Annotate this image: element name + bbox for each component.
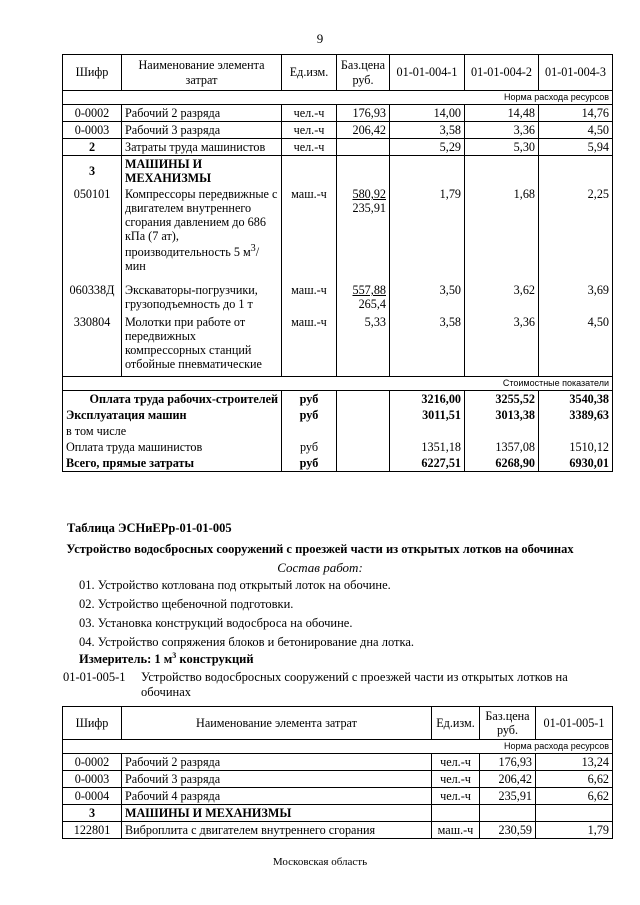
col-header-code: Шифр bbox=[63, 707, 122, 740]
table-row bbox=[63, 314, 613, 376]
total-value-3: 3389,63 bbox=[539, 407, 613, 423]
totals-row bbox=[63, 439, 613, 455]
row-price: 206,42 bbox=[337, 122, 390, 139]
work-step: 04. Устройство сопряжения блоков и бетонирование дна лотка. bbox=[79, 635, 415, 649]
row-unit: маш.-ч bbox=[282, 282, 337, 314]
total-name: Оплата труда машинистов bbox=[63, 439, 282, 455]
section-heading: Устройство водосбросных сооружений с проезжей части из открытых лотков на обочинах bbox=[66, 542, 574, 556]
total-value-2: 1357,08 bbox=[465, 439, 539, 455]
row-unit: маш.-ч bbox=[282, 314, 337, 376]
page-number: 9 bbox=[316, 31, 324, 46]
total-value-3: 3540,38 bbox=[539, 390, 613, 407]
row-unit: маш.-ч bbox=[432, 822, 480, 839]
table-row bbox=[63, 822, 613, 839]
row-price: 176,93 bbox=[337, 105, 390, 122]
row-price: 5,33 bbox=[337, 314, 390, 376]
row-name: Рабочий 3 разряда bbox=[122, 771, 432, 788]
row-value-1: 6,62 bbox=[536, 788, 613, 805]
price-secondary: 235,91 bbox=[352, 201, 386, 216]
norm-label: Норма расхода ресурсов bbox=[63, 91, 613, 105]
row-unit: маш.-ч bbox=[282, 186, 337, 282]
table-row bbox=[63, 788, 613, 805]
row-value-3: 4,50 bbox=[539, 122, 613, 139]
row-value-2: 3,62 bbox=[465, 282, 539, 314]
row-code: 330804 bbox=[63, 314, 122, 376]
col-header-price: Баз.цена руб. bbox=[480, 707, 536, 740]
total-value-1: 1351,18 bbox=[390, 439, 465, 455]
total-unit: руб bbox=[282, 455, 337, 472]
item-description: Устройство водосбросных сооружений с проезжей части из открытых лотков на обочинах bbox=[141, 670, 568, 699]
row-value-3: 14,76 bbox=[539, 105, 613, 122]
table-row bbox=[63, 105, 613, 122]
row-code: 0-0004 bbox=[63, 788, 122, 805]
row-price: 206,42 bbox=[480, 771, 536, 788]
row-code: 050101 bbox=[63, 186, 122, 282]
totals-row bbox=[63, 407, 613, 423]
col-header-code-1: 01-01-005-1 bbox=[536, 707, 613, 740]
total-name: в том числе bbox=[63, 423, 282, 439]
row-value-3: 2,25 bbox=[539, 186, 613, 282]
col-header-unit: Ед.изм. bbox=[282, 55, 337, 91]
row-name: Рабочий 2 разряда bbox=[122, 105, 282, 122]
section-title: МАШИНЫ И МЕХАНИЗМЫ bbox=[122, 156, 282, 187]
work-composition-title: Состав работ: bbox=[277, 560, 363, 575]
table-row bbox=[63, 282, 613, 314]
work-step: 03. Установка конструкций водосброса на обочине. bbox=[79, 616, 353, 630]
total-name: Эксплуатация машин bbox=[63, 407, 282, 423]
resource-table-1 bbox=[62, 54, 613, 472]
price-base: 580,92 bbox=[352, 187, 386, 202]
row-unit: чел.-ч bbox=[282, 105, 337, 122]
col-header-code-2: 01-01-004-2 bbox=[465, 55, 539, 91]
row-unit: чел.-ч bbox=[432, 771, 480, 788]
row-price: 176,93 bbox=[480, 754, 536, 771]
total-name: Всего, прямые затраты bbox=[63, 455, 282, 472]
row-name: Виброплита с двигателем внутреннего сгорания bbox=[122, 822, 432, 839]
row-code: 3 bbox=[63, 805, 122, 822]
price-secondary: 265,4 bbox=[358, 297, 386, 312]
total-value-1: 3216,00 bbox=[390, 390, 465, 407]
row-value-2: 3,36 bbox=[465, 314, 539, 376]
total-value-1: 6227,51 bbox=[390, 455, 465, 472]
row-name: Молотки при работе от передвижных компрессорных станций отбойные пневматические bbox=[122, 314, 282, 376]
resource-table-2 bbox=[62, 706, 613, 839]
cost-label: Стоимостные показатели bbox=[63, 376, 613, 390]
table-row bbox=[63, 754, 613, 771]
table-row bbox=[63, 139, 613, 156]
col-header-code: Шифр bbox=[63, 55, 122, 91]
row-value-2: 3,36 bbox=[465, 122, 539, 139]
page-footer: Московская область bbox=[272, 856, 368, 868]
row-value-1: 1,79 bbox=[390, 186, 465, 282]
total-value-3: 1510,12 bbox=[539, 439, 613, 455]
row-code: 0-0003 bbox=[63, 122, 122, 139]
totals-row bbox=[63, 390, 613, 407]
col-header-unit: Ед.изм. bbox=[432, 707, 480, 740]
row-value-1: 14,00 bbox=[390, 105, 465, 122]
col-header-name: Наименование элемента затрат bbox=[122, 55, 282, 91]
row-value-3: 3,69 bbox=[539, 282, 613, 314]
row-unit: чел.-ч bbox=[282, 139, 337, 156]
row-value-1: 1,79 bbox=[536, 822, 613, 839]
total-unit: руб bbox=[282, 439, 337, 455]
col-header-code-1: 01-01-004-1 bbox=[390, 55, 465, 91]
row-value-1: 3,58 bbox=[390, 122, 465, 139]
row-price bbox=[337, 139, 390, 156]
total-value-2: 3255,52 bbox=[465, 390, 539, 407]
row-name: Затраты труда машинистов bbox=[122, 139, 282, 156]
table-row bbox=[63, 186, 613, 282]
row-code: 060338Д bbox=[63, 282, 122, 314]
row-value-1: 13,24 bbox=[536, 754, 613, 771]
total-unit: руб bbox=[282, 407, 337, 423]
section-row bbox=[63, 156, 613, 187]
row-value-2: 14,48 bbox=[465, 105, 539, 122]
row-code: 0-0003 bbox=[63, 771, 122, 788]
work-step: 01. Устройство котлована под открытый лоток на обочине. bbox=[79, 578, 391, 592]
row-unit: чел.-ч bbox=[282, 122, 337, 139]
row-code: 2 bbox=[63, 139, 122, 156]
row-value-1: 6,62 bbox=[536, 771, 613, 788]
table-header-row bbox=[63, 707, 613, 740]
row-name: Компрессоры передвижные с двигателем внутреннего сгорания давлением до 686 кПа (7 ат), производительность 5 $м^3$/мин bbox=[122, 186, 282, 282]
row-price: 235,91 bbox=[480, 788, 536, 805]
price-base: 557,88 bbox=[352, 283, 386, 298]
table-row bbox=[63, 122, 613, 139]
table-header-row bbox=[63, 55, 613, 91]
total-value-2: 6268,90 bbox=[465, 455, 539, 472]
row-unit: чел.-ч bbox=[432, 788, 480, 805]
item-code: 01-01-005-1 bbox=[63, 670, 126, 684]
totals-row bbox=[63, 455, 613, 472]
section-row bbox=[63, 805, 613, 822]
measure-unit: Измеритель: 1 $м^3$ конструкций bbox=[79, 651, 254, 667]
row-value-3: 4,50 bbox=[539, 314, 613, 376]
row-value-1: 5,29 bbox=[390, 139, 465, 156]
row-value-2: 1,68 bbox=[465, 186, 539, 282]
row-value-3: 5,94 bbox=[539, 139, 613, 156]
table-title: Таблица ЭСНиЕРр-01-01-005 bbox=[67, 521, 232, 535]
work-step: 02. Устройство щебеночной подготовки. bbox=[79, 597, 294, 611]
row-price bbox=[337, 282, 390, 314]
row-code: 0-0002 bbox=[63, 754, 122, 771]
row-name: Экскаваторы-погрузчики, грузоподъемность до 1 т bbox=[122, 282, 282, 314]
row-name: Рабочий 3 разряда bbox=[122, 122, 282, 139]
row-code: 0-0002 bbox=[63, 105, 122, 122]
row-name: Рабочий 4 разряда bbox=[122, 788, 432, 805]
table-row bbox=[63, 771, 613, 788]
row-unit: чел.-ч bbox=[432, 754, 480, 771]
col-header-price: Баз.цена руб. bbox=[337, 55, 390, 91]
section-title: МАШИНЫ И МЕХАНИЗМЫ bbox=[122, 805, 432, 822]
total-name: Оплата труда рабочих-строителей bbox=[63, 390, 282, 407]
total-value-3: 6930,01 bbox=[539, 455, 613, 472]
row-value-1: 3,58 bbox=[390, 314, 465, 376]
norm-label: Норма расхода ресурсов bbox=[63, 740, 613, 754]
row-code: 122801 bbox=[63, 822, 122, 839]
row-value-1: 3,50 bbox=[390, 282, 465, 314]
col-header-name: Наименование элемента затрат bbox=[122, 707, 432, 740]
row-name: Рабочий 2 разряда bbox=[122, 754, 432, 771]
total-value-1: 3011,51 bbox=[390, 407, 465, 423]
col-header-code-3: 01-01-004-3 bbox=[539, 55, 613, 91]
total-value-2: 3013,38 bbox=[465, 407, 539, 423]
row-price: 230,59 bbox=[480, 822, 536, 839]
total-unit: руб bbox=[282, 390, 337, 407]
row-code: 3 bbox=[63, 156, 122, 187]
row-value-2: 5,30 bbox=[465, 139, 539, 156]
totals-row bbox=[63, 423, 613, 439]
row-price bbox=[337, 186, 390, 282]
